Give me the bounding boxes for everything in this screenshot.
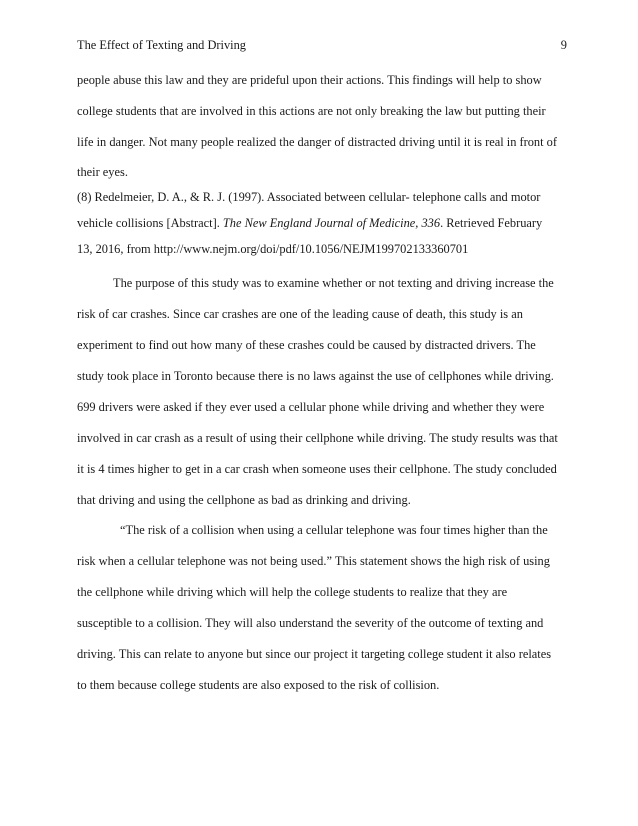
paragraph-line: susceptible to a collision. They will also understand the severity of the outcome of texting and [77, 616, 544, 630]
paragraph-line: experiment to find out how many of these crashes could be caused by distracted drivers. The [77, 338, 536, 352]
reference-text: . Retrieved February [440, 216, 543, 230]
paragraph-line: life in danger. Not many people realized the danger of distracted driving until it is real in front of [77, 135, 557, 149]
reference-line: 13, 2016, from http://www.nejm.org/doi/pdf/10.1056/NEJM199702133360701 [77, 242, 469, 256]
paragraph-line: to them because college students are also exposed to the risk of collision. [77, 678, 440, 692]
paragraph-line: driving. This can relate to anyone but since our project it targeting college student it also relates [77, 647, 552, 661]
paragraph-line: 699 drivers were asked if they ever used a cellular phone while driving and whether they were [77, 400, 545, 414]
paragraph-line: the cellphone while driving which will help the college students to realize that they are [77, 585, 508, 599]
paragraph-line: it is 4 times higher to get in a car crash when someone uses their cellphone. The study concluded [77, 462, 557, 476]
paragraph-line: their eyes. [77, 165, 128, 179]
paragraph-line: risk of car crashes. Since car crashes are one of the leading cause of death, this study is an [77, 307, 523, 321]
reference-line: (8) Redelmeier, D. A., & R. J. (1997). Associated between cellular- telephone calls and motor [77, 190, 541, 204]
header-title: The Effect of Texting and Driving [77, 38, 246, 52]
reference-line [77, 215, 542, 231]
paragraph-line: people abuse this law and they are prideful upon their actions. This findings will help to show [77, 73, 542, 87]
reference-text: vehicle collisions [Abstract]. [77, 216, 223, 230]
paragraph-line: college students that are involved in this actions are not only breaking the law but putting their [77, 104, 546, 118]
journal-title: The New England Journal of Medicine, 336 [222, 216, 441, 230]
page-number: 9 [560, 38, 567, 52]
paragraph-line: The purpose of this study was to examine whether or not texting and driving increase the [113, 276, 554, 290]
paragraph-line: risk when a cellular telephone was not being used.” This statement shows the high risk of using [77, 554, 550, 568]
paragraph-line: that driving and using the cellphone as bad as drinking and driving. [77, 493, 411, 507]
running-header [77, 38, 567, 54]
paragraph-line: involved in car crash as a result of using their cellphone while driving. The study results was that [77, 431, 558, 445]
paragraph-line: study took place in Toronto because there is no laws against the use of cellphones while driving. [77, 369, 554, 383]
paragraph-line: “The risk of a collision when using a cellular telephone was four times higher than the [120, 523, 548, 537]
